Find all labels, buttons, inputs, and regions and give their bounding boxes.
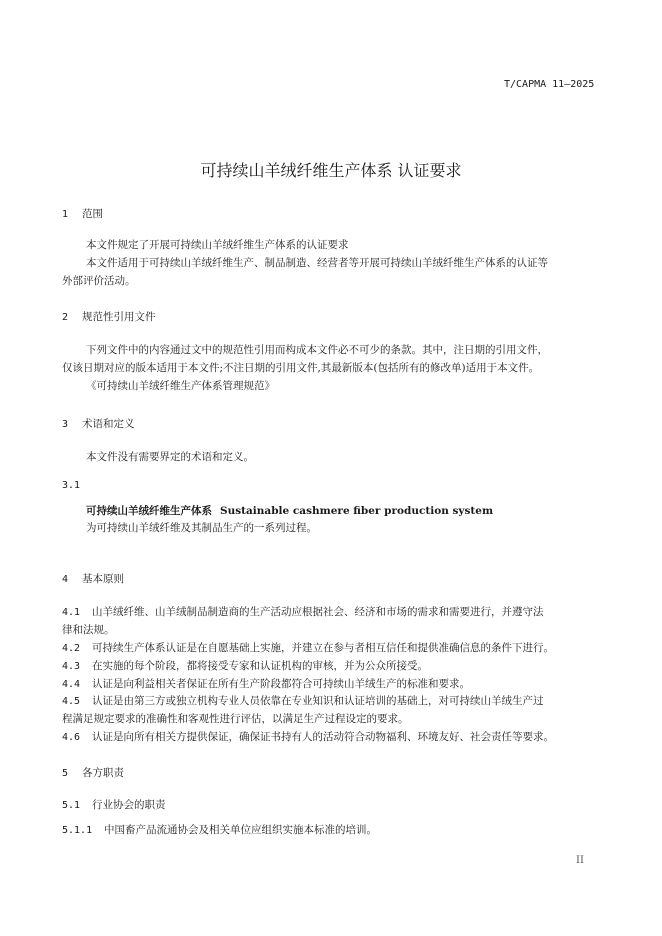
section-title: 规范性引用文件 [82,311,156,323]
clause-text: 山羊绒纤维、山羊绒制品制造商的生产活动应根据社会、经济和市场的需求和需要进行，并遵守法 [92,606,544,618]
term-number: 3.1 [62,480,81,491]
section-2-heading [62,309,156,324]
section-4-heading [62,571,124,586]
clause-text: 认证是由第三方或独立机构专业人员依靠在专业知识和认证培训的基础上，对可持续山羊绒生产过 [92,695,544,707]
section-number: 3 [62,419,69,430]
normative-reference: 《可持续山羊绒纤维生产体系管理规范》 [86,380,275,392]
principle-4-5-line-2: 程满足规定要求的准确性和客观性进行评估，以满足生产过程设定的要求。 [62,713,409,725]
clause-number: 4.6 [62,732,81,743]
section-5-heading [62,765,124,780]
clause-text: 认证是向所有相关方提供保证，确保证书持有人的活动符合动物福利、环境友好、社会责任等要求。 [92,731,554,743]
document-code-header: T/CAPMA 11—2025 [504,79,595,90]
terms-paragraph: 本文件没有需要界定的术语和定义。 [86,451,254,463]
principle-4-6 [62,729,554,746]
clause-number: 4.4 [62,679,81,690]
clause-number: 4.2 [62,643,81,654]
section-title: 各方职责 [82,767,124,779]
section-number: 4 [62,574,69,585]
section-1-heading [62,206,103,221]
clause-text: 在实施的每个阶段，都将接受专家和认证机构的审核，并为公众所接受。 [92,660,428,672]
clause-text: 认证是向利益相关者保证在所有生产阶段都符合可持续山羊绒生产的标准和要求。 [92,678,470,690]
section-title: 范围 [82,208,103,220]
term-title-chinese: 可持续山羊绒纤维生产体系 [86,505,212,517]
principle-4-2 [62,640,554,657]
section-number: 1 [62,209,69,220]
scope-paragraph-2-line-2: 外部评价活动。 [62,275,136,287]
term-definition: 为可持续山羊绒纤维及其制品生产的一系列过程。 [86,522,317,534]
clause-text: 中国畜产品流通协会及相关单位应组织实施本标准的培训。 [104,824,377,836]
term-title-english: Sustainable cashmere fiber production system [220,505,494,517]
normative-paragraph-line-2: 仅该日期对应的版本适用于本文件;不注日期的引用文件,其最新版本(包括所有的修改单)适用于本文件。 [62,362,540,374]
clause-text: 可持续生产体系认证是在自愿基础上实施，并建立在参与者相互信任和提供准确信息的条件下进行。 [92,642,554,654]
term-title [86,503,493,520]
normative-paragraph-line-1: 下列文件中的内容通过文中的规范性引用而构成本文件必不可少的条款。其中，注日期的引用文件， [86,344,548,356]
clause-number: 4.3 [62,661,81,672]
page-number: II [576,855,584,866]
clause-number: 4.5 [62,696,81,707]
principle-4-1-line-2: 律和法规。 [62,624,115,636]
subsection-5-1-heading [62,797,166,812]
section-number: 2 [62,312,69,323]
section-title: 基本原则 [82,573,124,585]
principle-4-4 [62,676,470,693]
section-3-heading [62,416,135,431]
scope-paragraph-1: 本文件规定了开展可持续山羊绒纤维生产体系的认证要求 [86,239,349,251]
clause-number: 4.1 [62,607,81,618]
clause-5-1-1 [62,822,377,839]
principle-4-3 [62,658,428,675]
scope-paragraph-2-line-1: 本文件适用于可持续山羊绒纤维生产、制品制造、经营者等开展可持续山羊绒纤维生产体系的认证等 [86,257,548,269]
principle-4-5-line-1 [62,693,544,710]
clause-number: 5.1.1 [62,825,93,836]
document-title: 可持续山羊绒纤维生产体系 认证要求 [200,161,462,180]
subsection-number: 5.1 [62,800,81,811]
principle-4-1-line-1 [62,604,544,621]
section-title: 术语和定义 [82,418,135,430]
section-number: 5 [62,768,69,779]
subsection-title: 行业协会的职责 [92,799,166,811]
